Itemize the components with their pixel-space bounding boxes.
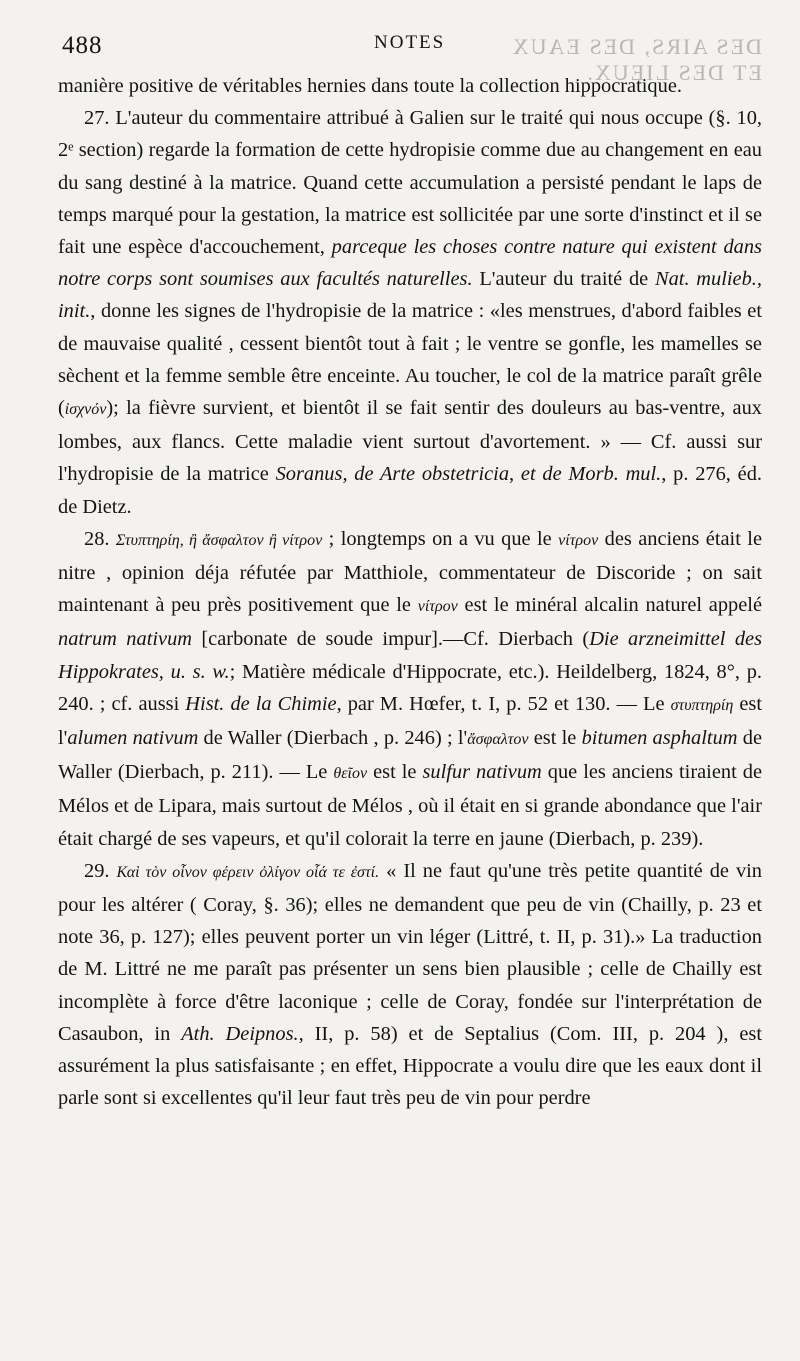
paragraph-continuation: manière positive de véritables hernies dans toute la collection hippocratique.: [58, 75, 682, 97]
note-number: 27.: [84, 107, 110, 130]
running-title: NOTES: [374, 32, 446, 53]
note-28: 28. Στυπτηρίη, ἢ ἄσφαλτον ἢ νίτρον ; longtemps on a vu que le νίτρον des anciens était le nitre , opinion déja réfutée par Matthiole, commentateur de Discoride ; on sait maintenant à peu près positivement que le νίτρον est le minéral alcalin naturel appelé natrum nativum [carbonate de soude impur].—Cf. Dierbach (Die arzneimittel des Hippokrates, u. s. w.; Matière médicale d'Hippocrate, etc.). Heildelberg, 1824, 8°, p. 240. ; cf. aussi Hist. de la Chimie, par M. Hœfer, t. I, p. 52 et 130. — Le στυπτηρίη est l'alumen nativum de Waller (Dierbach , p. 246) ; l'ἄσφαλτον est le bitumen asphaltum de Waller (Dierbach, p. 211). — Le θεῖον est le sulfur nativum que les anciens tiraient de Mélos et de Lipara, mais surtout de Mélos , où il était en si grande abondance que l'air était chargé de ses vapeurs, et qu'il colorait la terre en jaune (Dierbach, p. 239).: [58, 527, 763, 850]
page-number: 488: [62, 32, 103, 59]
note-27: 27. L'auteur du commentaire attribué à Galien sur le traité qui nous occupe (§. 10, 2ᵉ section) regarde la formation de cette hydropisie comme due au changement en eau du sang destiné à la matrice. Quand cette accumulation a persisté pendant le laps de temps marqué pour la gestation, la matrice est sollicitée par une sorte d'instinct et il se fait une espèce d'accouchement, parceque les choses contre nature qui existent dans notre corps sont soumises aux facultés naturelles. L'auteur du traité de Nat. mulieb., init., donne les signes de l'hydropisie de la matrice : «les menstrues, d'abord faibles et de mauvaise qualité , cessent bientôt tout à fait ; le ventre se gonfle, les mamelles se sèchent et la femme semble être enceinte. Au toucher, le col de la matrice paraît grêle (ἰσχνόν); la fièvre survient, et bientôt il se fait sentir des douleurs au bas-ventre, aux lombes, aux flancs. Cette maladie vient surtout d'avortement. » — Cf. aussi sur l'hydropisie de la matrice Soranus, de Arte obstetricia, et de Morb. mul., p. 276, éd. de Dietz.: [58, 107, 763, 518]
page-header: [58, 28, 762, 85]
note-29: 29. Καὶ τὸν οἶνον φέρειν ὀλίγον οἷά τε ἐστί. « Il ne faut qu'une très petite quantité de vin pour les altérer ( Coray, §. 36); elles ne demandent que peu de vin (Chailly, p. 23 et note 36, p. 127); elles peuvent porter un vin léger (Littré, t. II, p. 31).» La traduction de M. Littré ne me paraît pas présenter un sens bien plausible ; celle de Chailly est incomplète à force d'être laconique ; celle de Coray, fondée sur l'interprétation de Casaubon, in Ath. Deipnos., II, p. 58) et de Septalius (Com. III, p. 204 ), est assurément la plus satisfaisante ; en effet, Hippocrate a voulu dire que les eaux dont il parle sont si excellentes qu'il leur faut très peu de vin pour perdre: [58, 859, 763, 1110]
body-text: [58, 70, 762, 1115]
note-number: 28.: [84, 527, 110, 550]
note-number: 29.: [84, 859, 110, 882]
bleed-through-text: DES AIRS, DES EAUX ET DES LIEUX.: [510, 34, 762, 85]
